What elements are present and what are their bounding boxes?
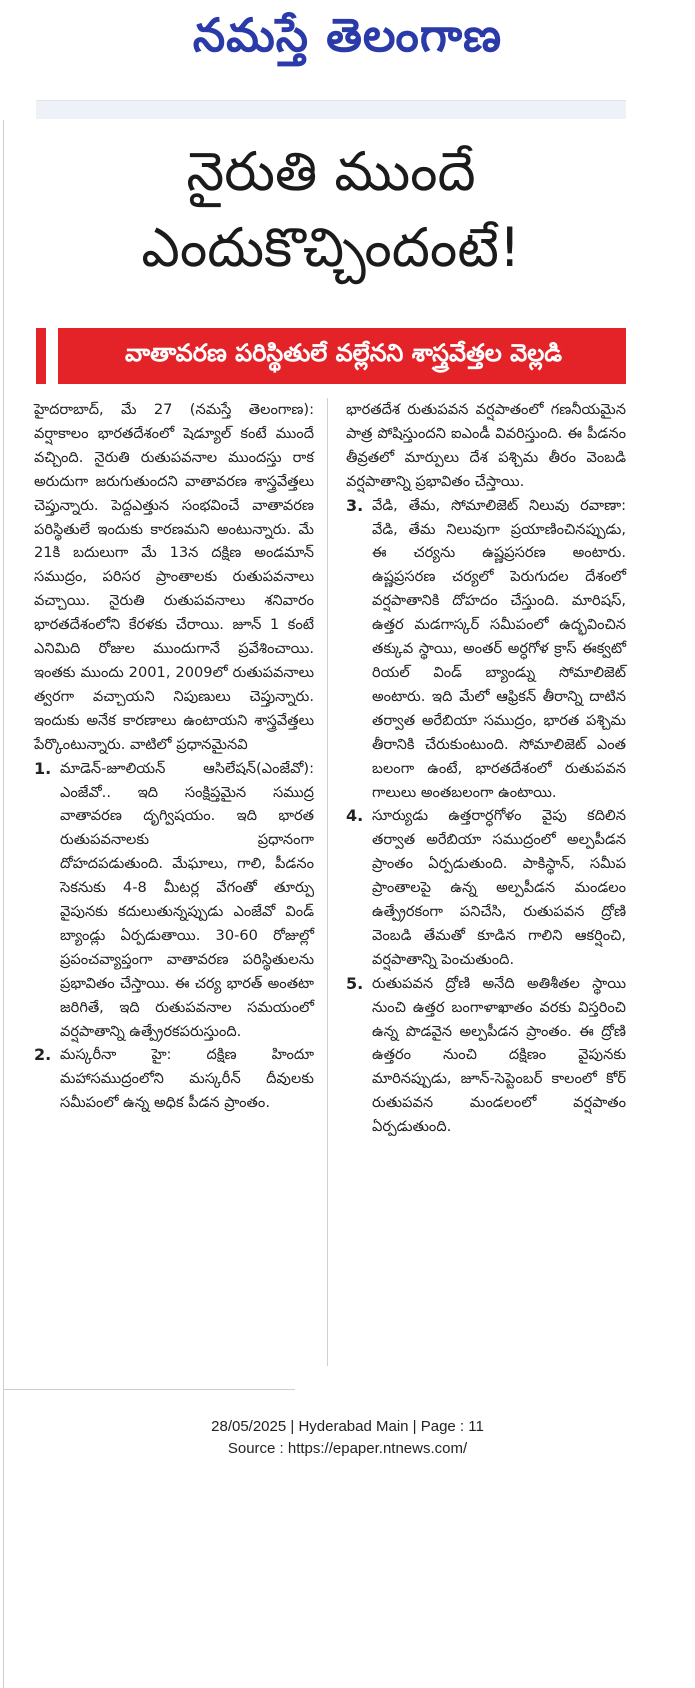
list-item-text: మస్కరీనా హై: దక్షిణ హిందూ మహాసముద్రంలోని మస్కరీన్ దీవులకు సమీపంలో ఉన్న అధిక పీడన ప్రాంతం. [60,1046,314,1112]
list-item-number: 2. [34,1045,52,1065]
article-intro: హైదరాబాద్, మే 27 (నమస్తే తెలంగాణ): వర్షాకాలం భారతదేశంలో షెడ్యూల్ కంటే ముందే వచ్చింది. నైరుతి రుతుపవనాల ముందస్తు రాక అరుదుగా జరుగుతుందని వాతావరణ శాస్త్రవేత్తలు చెప్తున్నారు. పెద్దఎత్తున సంభవించే వాతావరణ పరిస్థితులే ఇందుకు కారణమని అంటున్నారు. మే 21కి బదులుగా మే 13న దక్షిణ అండమాన్ సముద్రం, పరిసర ప్రాంతాలకు రుతుపవనాలు వచ్చాయి. నైరుతి రుతుపవనాలు శనివారం భారతదేశంలోని కేరళకు చేరాయి. జూన్ 1 కంటే ఎనిమిది రోజుల ముందుగానే ప్రవేశించాయి. ఇంతకు ముందు 2001, 2009లో రుతుపవనాలు త్వరగా వచ్చాయని నిపుణులు చెప్తున్నారు. ఇందుకు అనేక కారణాలు ఉంటాయని శాస్త్రవేత్తలు పేర్కొంటున్నారు. వాటిలో ప్రధానమైనవి [34,401,314,753]
list-item-text: సూర్యుడు ఉత్తరార్ధగోళం వైపు కదిలిన తర్వాత అరేబియా సముద్రంలో అల్పపీడన ప్రాంతం ఏర్పడుతుంది. పాకిస్థాన్, సమీప ప్రాంతాలపై ఉన్న అల్పపీడన మండలం ఉత్ప్రేరకంగా పనిచేసి, రుతుపవన ద్రోణి వెంబడి తేమతో కూడిన గాలిని ఆకర్షించి, వర్షపాతాన్ని పెంచుతుంది. [372,807,626,968]
list-item-number: 1. [34,758,52,778]
clipping-frame-bottom [3,1389,295,1390]
newspaper-masthead: నమస్తే తెలంగాణ [192,8,503,62]
list-item-text: మాడెన్-జూలియన్ ఆసిలేషన్(ఎంజేవో): ఎంజేవో.. ఇది సంక్షిప్తమైన సముద్ర వాతావరణ దృగ్విషయం. ఇది భారత రుతుపవనాలకు ప్రధానంగా దోహదపడుతుంది. మేఘాలు, గాలి, పీడనం సెకనుకు 4-8 మీటర్ల వేగంతో తూర్పు వైపునకు కదులుతున్నప్పుడు ఎంజేవో విండ్ బ్యాండ్లు ఏర్పడుతాయి. 30-60 రోజుల్లో ప్రపంచవ్యాప్తంగా వాతావరణ పరిస్థితులను ప్రభావితం చేస్తాయి. ఈ చర్య భారత్ అంతటా జరిగితే, ఇది రుతుపవనాల సమయంలో వర్షపాతాన్ని ఉత్ప్రేరకపరుస్తుంది. [60,759,314,1040]
subheadline-banner [36,328,626,384]
list-item-number: 5. [346,973,364,993]
headline-line-1: నైరుతి ముందే [186,140,476,203]
column-divider [327,398,328,1366]
article-continuation: భారతదేశ రుతుపవన వర్షపాతంలో గణనీయమైన పాత్ర పోషిస్తుందని ఐఎండీ వివరిస్తుంది. ఈ పీడనం తీవ్రతలో మార్పులు దేశ పశ్చిమ తీరం వెంబడి వర్షపాతాన్ని ప్రభావితం చేస్తాయి. [346,401,626,490]
list-item [346,972,626,1139]
article-column-left [34,398,314,1115]
article-column-right [346,398,626,1139]
list-item-number: 4. [346,806,364,826]
footer-dateline: 28/05/2025 | Hyderabad Main | Page : 11 [211,1418,484,1435]
list-item [346,494,626,805]
list-item [34,1043,314,1115]
subheadline-text: వాతావరణ పరిస్థితులే వల్లేనని శాస్త్రవేత్తల వెల్లడి [125,339,562,367]
list-item-text: వేడి, తేమ, సోమాలిజెట్ నిలువు రవాణా: వేడి, తేమ నిలువుగా ప్రయాణించినప్పుడు, ఈ చర్యను ఉష్ణప్రసరణ అంటారు. ఉష్ణప్రసరణ చర్యలో పెరుగుదల దేశంలో వర్షపాతానికి దోహదం చేస్తుంది. మారిషస్, ఉత్తర మడగాస్కర్ సమీపంలో ఉద్భవించిన తక్కువ స్థాయి, అంతర్ అర్ధగోళ క్రాస్ ఈక్వటో రియల్ విండ్ బ్యాండ్ను సోమాలిజెట్ అంటారు. ఇది మేలో ఆఫ్రికన్ తీరాన్ని దాటిన తర్వాత అరేబియా సముద్రం, భారత పశ్చిమ తీరానికి చేరుకుంటుంది. సోమాలిజెట్ ఎంత బలంగా ఉంటే, భారతదేశంలో రుతుపవన గాలులు అంతబలంగా ఉంటాయి. [372,496,626,801]
list-item-number: 3. [346,495,364,515]
headline-line-2: ఎందుకొచ్చిందంటే! [141,216,521,279]
banner-notch [46,328,58,384]
list-item-text: రుతుపవన ద్రోణి అనేది అతిశీతల స్థాయి నుంచి ఉత్తర బంగాళాఖాతం వరకు విస్తరించి ఉన్న పొడవైన అల్పపీడన ప్రాంతం. ఈ ద్రోణి ఉత్తరం నుంచి దక్షిణం వైపునకు మారినప్పుడు, జూన్-సెప్టెంబర్ కాలంలో కోర్ రుతుపవన మండలంలో వర్షపాతం ఏర్పడుతుంది. [372,974,626,1136]
list-item [34,757,314,1044]
list-item [346,804,626,971]
header-strip [36,100,626,119]
footer-source-link[interactable]: Source : https://epaper.ntnews.com/ [227,1440,468,1457]
article-headline [36,134,626,286]
